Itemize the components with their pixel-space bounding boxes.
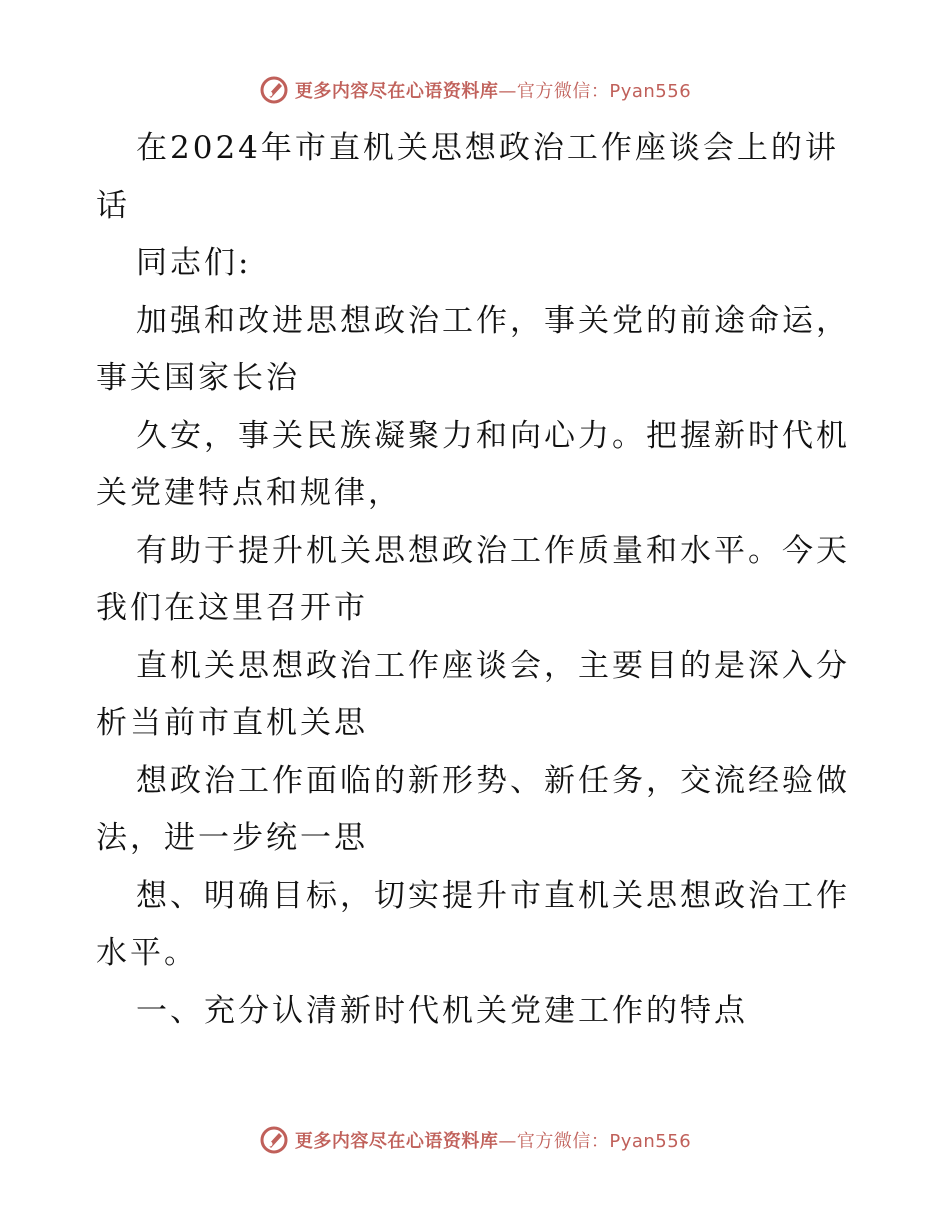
logo-icon — [259, 75, 289, 105]
paragraph: 久安，事关民族凝聚力和向心力。把握新时代机关党建特点和规律， — [96, 417, 850, 511]
banner-text-rest: —官方微信：Pyan556 — [498, 1131, 692, 1152]
logo-icon — [259, 1125, 289, 1155]
banner-text — [295, 77, 691, 103]
paragraph: 想政治工作面临的新形势、新任务，交流经验做法，进一步统一思 — [96, 762, 850, 856]
header-banner — [0, 70, 950, 110]
paragraph: 想、明确目标，切实提升市直机关思想政治工作水平。 — [96, 877, 850, 971]
paragraph: 有助于提升机关思想政治工作质量和水平。今天我们在这里召开市 — [96, 532, 850, 626]
banner-text-rest: —官方微信：Pyan556 — [498, 81, 692, 102]
document-body — [96, 120, 856, 1040]
section-heading: 一、充分认清新时代机关党建工作的特点 — [136, 992, 748, 1029]
banner-text-bold: 更多内容尽在心语资料库 — [294, 81, 499, 102]
banner-text-bold: 更多内容尽在心语资料库 — [294, 1131, 499, 1152]
paragraph: 同志们: — [136, 245, 252, 281]
banner-text — [295, 1127, 691, 1153]
footer-banner — [0, 1120, 950, 1160]
paragraph: 加强和改进思想政治工作，事关党的前途命运，事关国家长治 — [96, 302, 850, 396]
paragraph: 直机关思想政治工作座谈会，主要目的是深入分析当前市直机关思 — [96, 647, 850, 741]
document-title: 在2024年市直机关思想政治工作座谈会上的讲话 — [96, 130, 839, 224]
